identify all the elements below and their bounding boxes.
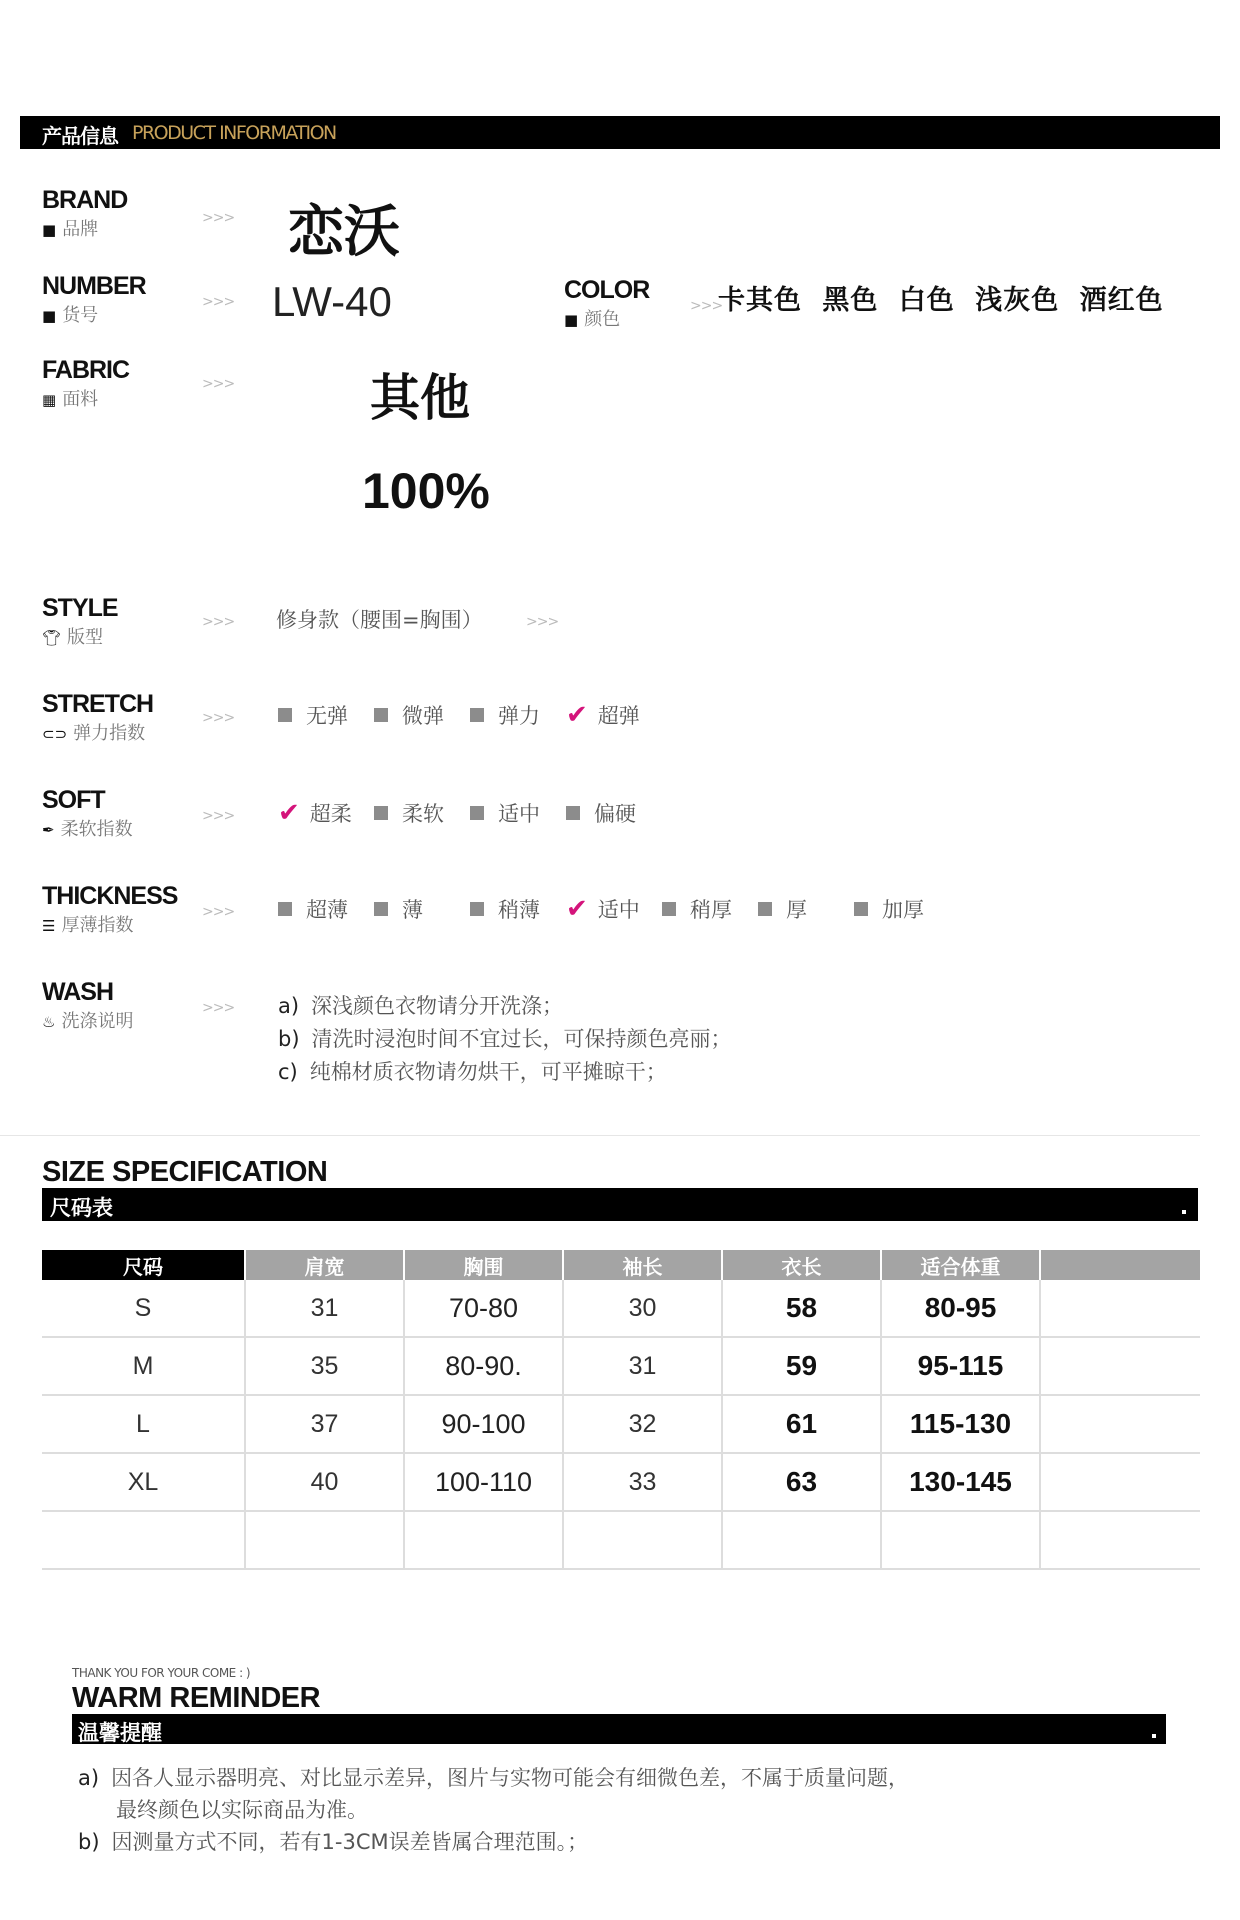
- square-bullet-icon: ■: [564, 311, 579, 329]
- table-row: [42, 1512, 1200, 1570]
- soft-arrow: >>>: [202, 808, 235, 824]
- header-title-en: PRODUCT INFORMATION: [132, 122, 336, 144]
- fabric-arrow: >>>: [202, 376, 235, 392]
- reminder-line: b) 因测量方式不同，若有1-3CM误差皆属合理范围。；: [78, 1830, 589, 1854]
- style-arrow: >>>: [202, 614, 235, 630]
- reminder-bar: [72, 1714, 1166, 1744]
- table-cell: 40: [246, 1454, 405, 1510]
- table-cell: 61: [723, 1396, 882, 1452]
- soft-option-selected: ✔ 超柔: [278, 798, 352, 828]
- reminder-line: a) 因各人显示器明亮、对比显示差异，图片与实物可能会有细微色差，不属于质量问题，: [78, 1766, 910, 1790]
- table-cell: 58: [723, 1280, 882, 1336]
- reminder-title: WARM REMINDER: [72, 1682, 321, 1714]
- table-cell: 90-100: [405, 1396, 564, 1452]
- thickness-option: 厚: [758, 894, 854, 924]
- product-info-header-bar: [20, 116, 1220, 149]
- bar-dot: [1152, 1734, 1156, 1738]
- number-value: LW-40: [272, 278, 392, 325]
- number-label-cn-row: [42, 301, 146, 327]
- color-label: [564, 276, 649, 331]
- table-row: [42, 1280, 1200, 1338]
- table-cell: 63: [723, 1454, 882, 1510]
- reminder-title-cn: 温馨提醒: [78, 1721, 162, 1745]
- thickness-option: 薄: [374, 894, 470, 924]
- number-label-cn: 货号: [62, 305, 99, 326]
- bar-dot: [1182, 1210, 1186, 1214]
- color-label-cn-row: [564, 305, 649, 331]
- stretch-option: 微弹: [374, 700, 470, 730]
- table-cell: [882, 1512, 1041, 1568]
- column-header: 衣长: [723, 1250, 882, 1280]
- table-cell: [405, 1512, 564, 1568]
- wash-line: c) 纯棉材质衣物请勿烘干，可平摊晾干；: [278, 1060, 667, 1084]
- checkbox-empty-icon: [470, 708, 484, 722]
- checkbox-empty-icon: [278, 902, 292, 916]
- thickness-label: [42, 882, 177, 937]
- soft-label-cn: 柔软指数: [60, 819, 133, 840]
- table-cell: 31: [564, 1338, 723, 1394]
- color-label-cn: 颜色: [584, 309, 621, 330]
- number-label-en: NUMBER: [42, 272, 146, 300]
- table-cell: [1041, 1396, 1200, 1452]
- number-label: [42, 272, 146, 327]
- table-cell: 95-115: [882, 1338, 1041, 1394]
- stretch-label-cn-row: [42, 719, 153, 745]
- number-arrow: >>>: [202, 294, 235, 310]
- style-value: 修身款（腰围=胸围）: [276, 608, 483, 632]
- brand-label-cn: 品牌: [62, 219, 99, 240]
- fabric-label-cn-row: [42, 385, 129, 411]
- wash-label-en: WASH: [42, 978, 113, 1006]
- table-cell: 31: [246, 1280, 405, 1336]
- soft-label-en: SOFT: [42, 786, 105, 814]
- table-cell: 37: [246, 1396, 405, 1452]
- size-spec-title: SIZE SPECIFICATION: [42, 1156, 328, 1188]
- section-divider: [0, 1135, 1200, 1136]
- layers-icon: ☰: [42, 917, 56, 935]
- table-cell: [564, 1512, 723, 1568]
- thickness-option: 加厚: [854, 894, 950, 924]
- brand-label: [42, 186, 127, 241]
- table-row: [42, 1396, 1200, 1454]
- checkbox-empty-icon: [470, 902, 484, 916]
- checkbox-empty-icon: [470, 806, 484, 820]
- checkbox-empty-icon: [374, 708, 388, 722]
- soft-options: [278, 798, 662, 828]
- soft-option: 偏硬: [566, 798, 662, 828]
- size-table: [42, 1250, 1200, 1570]
- style-label-en: STYLE: [42, 594, 118, 622]
- table-cell: 33: [564, 1454, 723, 1510]
- color-label-en: COLOR: [564, 276, 650, 304]
- table-cell: L: [42, 1396, 246, 1452]
- style-label-cn-row: [42, 623, 118, 649]
- thickness-arrow: >>>: [202, 904, 235, 920]
- wash-label: [42, 978, 133, 1033]
- table-cell: [723, 1512, 882, 1568]
- column-header: 肩宽: [246, 1250, 405, 1280]
- fabric-value: 其他: [370, 369, 470, 427]
- stretch-icon: ⊂⊃: [42, 725, 68, 743]
- thickness-option: 稍厚: [662, 894, 758, 924]
- wash-line: a) 深浅颜色衣物请分开洗涤；: [278, 994, 564, 1018]
- checkmark-icon: ✔: [566, 700, 588, 730]
- style-arrow-trailing: >>>: [526, 614, 559, 630]
- table-cell: 80-90.: [405, 1338, 564, 1394]
- feather-icon: ✒: [42, 821, 55, 839]
- table-cell: 70-80: [405, 1280, 564, 1336]
- stretch-label-en: STRETCH: [42, 690, 154, 718]
- style-label: [42, 594, 118, 649]
- checkbox-empty-icon: [374, 902, 388, 916]
- table-cell: S: [42, 1280, 246, 1336]
- fabric-label-en: FABRIC: [42, 356, 130, 384]
- checkmark-icon: ✔: [278, 798, 300, 828]
- wash-arrow: >>>: [202, 1000, 235, 1016]
- checkbox-empty-icon: [566, 806, 580, 820]
- checkbox-empty-icon: [374, 806, 388, 820]
- square-bullet-icon: ■: [42, 307, 57, 325]
- column-header: 胸围: [405, 1250, 564, 1280]
- column-header: 适合体重: [882, 1250, 1041, 1280]
- fabric-percent: 100%: [362, 463, 490, 519]
- style-label-cn: 版型: [67, 627, 104, 648]
- stretch-option-selected: ✔ 超弹: [566, 700, 640, 730]
- table-row: [42, 1454, 1200, 1512]
- stretch-options: [278, 700, 662, 730]
- stretch-option: 弹力: [470, 700, 566, 730]
- thickness-option: 稍薄: [470, 894, 566, 924]
- soft-option: 适中: [470, 798, 566, 828]
- reminder-line: 最终颜色以实际商品为准。: [116, 1798, 368, 1822]
- table-cell: XL: [42, 1454, 246, 1510]
- checkbox-empty-icon: [662, 902, 676, 916]
- table-cell: 30: [564, 1280, 723, 1336]
- thickness-label-cn: 厚薄指数: [61, 915, 134, 936]
- table-cell: [42, 1512, 246, 1568]
- table-cell: [1041, 1280, 1200, 1336]
- table-cell: M: [42, 1338, 246, 1394]
- wash-basin-icon: ♨: [42, 1013, 56, 1031]
- size-table-header: [42, 1250, 1200, 1280]
- table-cell: 59: [723, 1338, 882, 1394]
- table-row: [42, 1338, 1200, 1396]
- checkbox-empty-icon: [278, 708, 292, 722]
- checkbox-empty-icon: [758, 902, 772, 916]
- header-title-cn: 产品信息: [42, 124, 118, 148]
- stretch-option: 无弹: [278, 700, 374, 730]
- size-spec-title-cn: 尺码表: [50, 1196, 113, 1220]
- stretch-label: [42, 690, 153, 745]
- table-cell: [246, 1512, 405, 1568]
- wash-line: b) 清洗时浸泡时间不宜过长，可保持颜色亮丽；: [278, 1027, 732, 1051]
- soft-option: 柔软: [374, 798, 470, 828]
- brand-value: 恋沃: [288, 200, 400, 265]
- column-header: 尺码: [42, 1250, 246, 1280]
- thickness-option-selected: ✔ 适中: [566, 894, 640, 924]
- square-bullet-icon: ■: [42, 221, 57, 239]
- checkbox-empty-icon: [854, 902, 868, 916]
- thickness-option: 超薄: [278, 894, 374, 924]
- table-cell: 100-110: [405, 1454, 564, 1510]
- fabric-icon: ▦: [42, 391, 57, 409]
- brand-label-cn-row: [42, 215, 127, 241]
- checkmark-icon: ✔: [566, 894, 588, 924]
- table-cell: [1041, 1512, 1200, 1568]
- fabric-label: [42, 356, 129, 411]
- table-cell: [1041, 1454, 1200, 1510]
- wash-instructions: [278, 990, 732, 1089]
- wash-label-cn-row: [42, 1007, 133, 1033]
- color-value: 卡其色 黑色 白色 浅灰色 酒红色: [718, 285, 1164, 316]
- soft-label-cn-row: [42, 815, 133, 841]
- table-cell: 115-130: [882, 1396, 1041, 1452]
- thickness-label-cn-row: [42, 911, 177, 937]
- table-cell: 80-95: [882, 1280, 1041, 1336]
- color-arrow: >>>: [690, 298, 723, 314]
- column-header: [1041, 1250, 1200, 1280]
- stretch-label-cn: 弹力指数: [73, 723, 146, 744]
- table-cell: 35: [246, 1338, 405, 1394]
- size-spec-bar: [42, 1188, 1198, 1221]
- brand-label-en: BRAND: [42, 186, 128, 214]
- column-header: 袖长: [564, 1250, 723, 1280]
- soft-label: [42, 786, 133, 841]
- shirt-icon: 👕︎: [42, 629, 62, 647]
- thickness-label-en: THICKNESS: [42, 882, 178, 910]
- wash-label-cn: 洗涤说明: [61, 1011, 134, 1032]
- table-cell: 32: [564, 1396, 723, 1452]
- brand-arrow: >>>: [202, 210, 235, 226]
- thickness-options: [278, 894, 950, 924]
- thanks-text: THANK YOU FOR YOUR COME : ): [72, 1666, 251, 1680]
- fabric-label-cn: 面料: [62, 389, 99, 410]
- table-cell: [1041, 1338, 1200, 1394]
- table-cell: 130-145: [882, 1454, 1041, 1510]
- stretch-arrow: >>>: [202, 710, 235, 726]
- reminder-notes: [78, 1762, 909, 1858]
